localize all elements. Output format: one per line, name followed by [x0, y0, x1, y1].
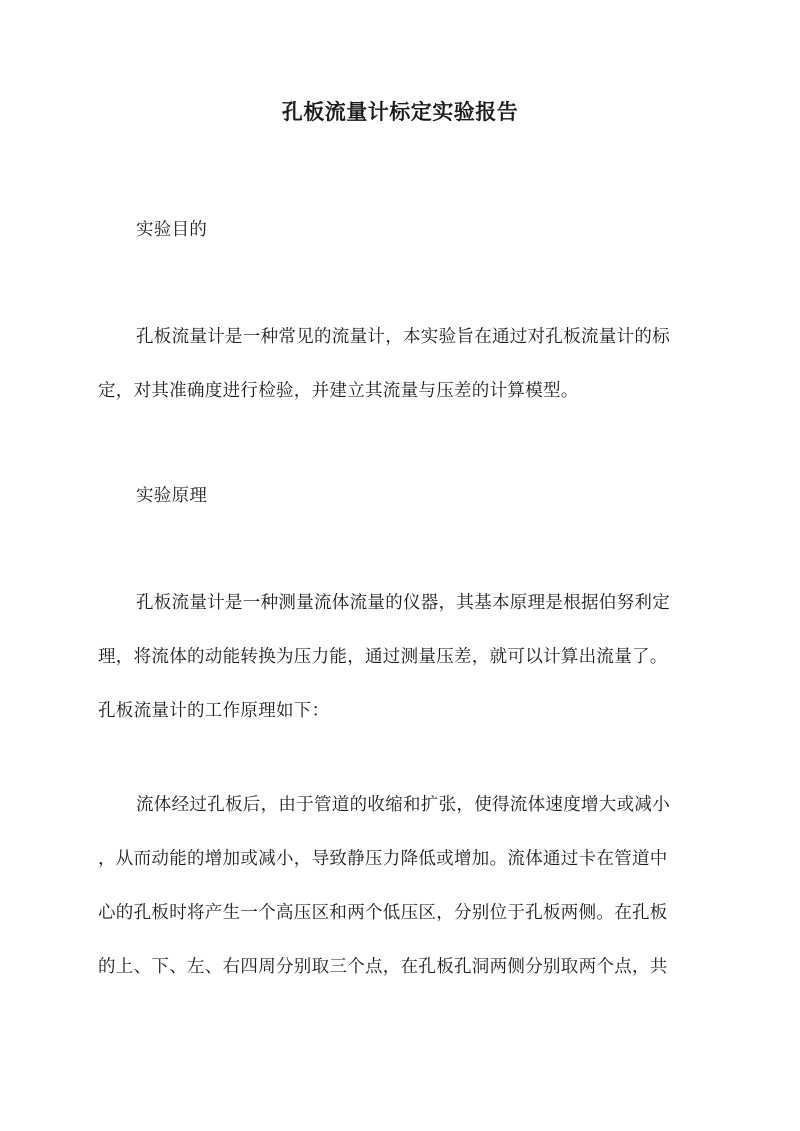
paragraph-line: 理，将流体的动能转换为压力能，通过测量压差，就可以计算出流量了。 [98, 647, 668, 667]
paragraph-line: 的上、下、左、右四周分别取三个点，在孔板孔洞两侧分别取两个点，共 [98, 957, 668, 977]
paragraph-purpose [98, 321, 706, 429]
paragraph-line: 孔板流量计的工作原理如下： [98, 701, 330, 721]
paragraph-line: 孔板流量计是一种常见的流量计，本实验旨在通过对孔板流量计的标 [136, 327, 670, 347]
document-title: 孔板流量计标定实验报告 [281, 99, 519, 124]
paragraph-line: 定，对其准确度进行检验，并建立其流量与压差的计算模型。 [98, 381, 579, 401]
section-heading-principle: 实验原理 [136, 486, 208, 506]
paragraph-line: ，从而动能的增加或减小，导致静压力降低或增加。流体通过卡在管道中 [98, 849, 668, 869]
paragraph-line: 孔板流量计是一种测量流体流量的仪器，其基本原理是根据伯努利定 [136, 593, 670, 613]
paragraph-line: 心的孔板时将产生一个高压区和两个低压区，分别位于孔板两侧。在孔板 [98, 903, 668, 923]
paragraph-working-principle [98, 789, 706, 1005]
section-heading-purpose: 实验目的 [136, 220, 208, 240]
paragraph-line: 流体经过孔板后，由于管道的收缩和扩张，使得流体速度增大或减小 [136, 795, 670, 815]
paragraph-principle [98, 587, 706, 749]
